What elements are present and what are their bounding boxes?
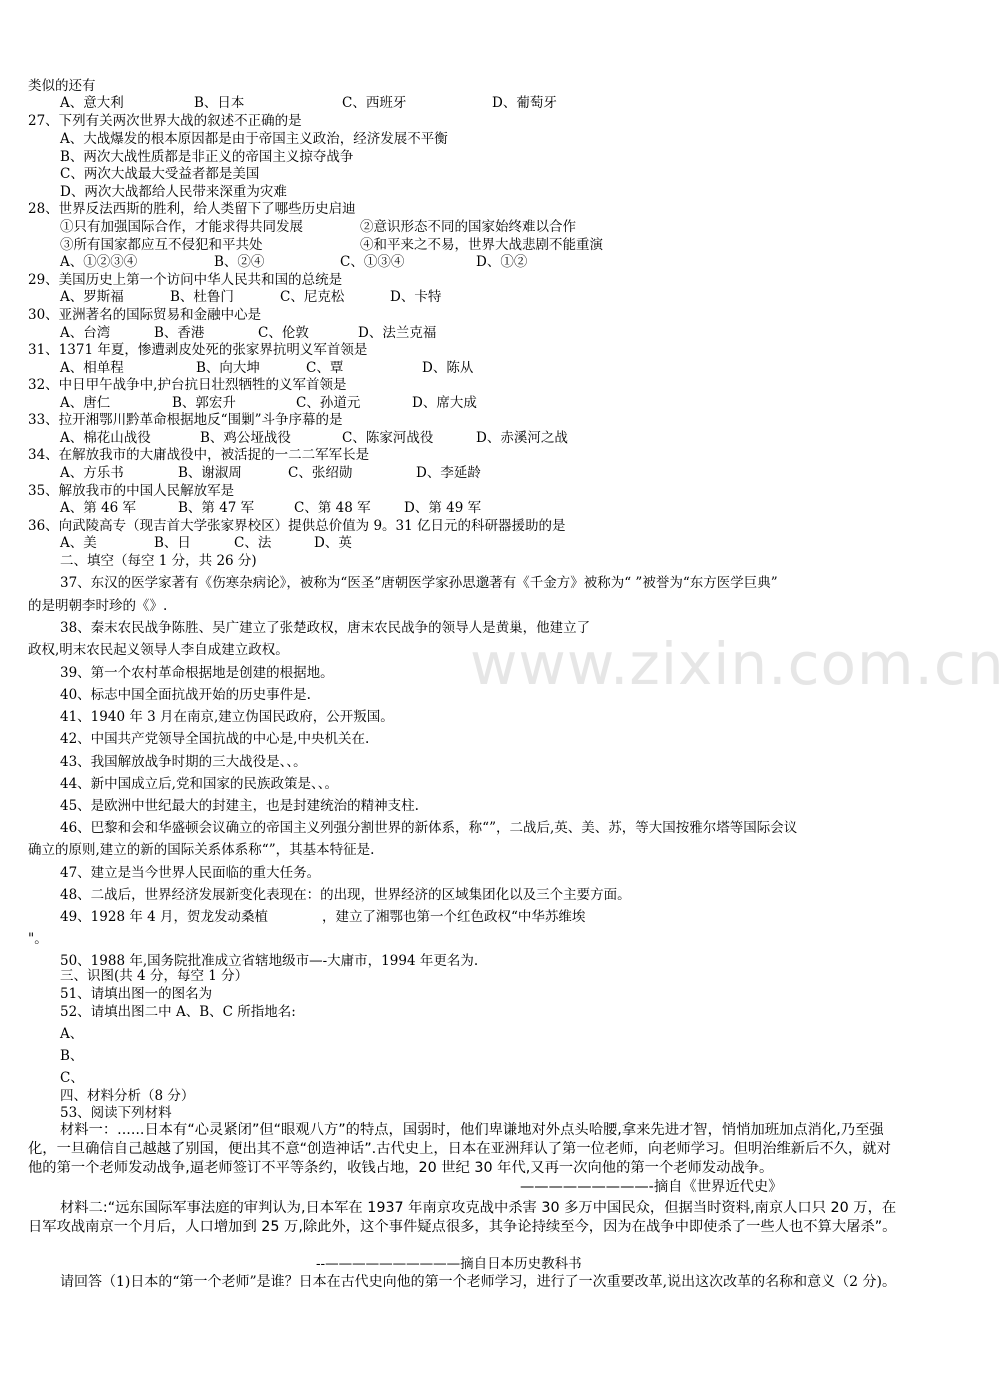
q52-blank-c: C、 bbox=[60, 1070, 84, 1086]
q27-option-c: C、两次大战最大受益者都是美国 bbox=[60, 166, 260, 182]
q36-option-a: A、美 bbox=[60, 535, 97, 551]
q26-tail: 类似的还有 bbox=[28, 78, 96, 94]
q33-option-d: D、赤溪河之战 bbox=[476, 430, 568, 446]
q28-statement-3: ③所有国家都应互不侵犯和平共处 bbox=[60, 237, 263, 253]
q38-line-1: 38、秦末农民战争陈胜、吴广建立了张楚政权，唐末农民战争的领导人是黄巢，他建立了 bbox=[60, 620, 591, 636]
q30-option-d: D、法兰克福 bbox=[358, 325, 437, 341]
material-2: 材料二:“远东国际军事法庭的审判认为,日本军在 1937 年南京攻克战中杀害 30 多万中国民众，但据当时资料,南京人口只 20 万，在日军攻战南京一个月后，人口增加到 25 万,除此外，这个事件疑点很多，其争论持续至今，因为在战争中即使杀了一些人也不算大屠杀”。 bbox=[28, 1200, 897, 1235]
q27-option-d: D、两次大战都给人民带来深重为灾难 bbox=[60, 184, 287, 200]
material-1-source: —————————-摘自《世界近代史》 bbox=[520, 1179, 783, 1195]
q45: 45、是欧洲中世纪最大的封建主，也是封建统治的精神支柱. bbox=[60, 798, 419, 814]
q49-line-1-end: ，建立了湘鄂也第一个红色政权“中华苏维埃 bbox=[322, 909, 586, 925]
q36-option-c: C、法 bbox=[234, 535, 272, 551]
q28-option-c: C、①③④ bbox=[340, 254, 405, 270]
q37-line-1: 37、东汉的医学家著有《伤寒杂病论》，被称为“医圣”唐朝医学家孙思邈著有《千金方》被称为“ ”被誉为“东方医学巨典” bbox=[60, 575, 778, 591]
q26-option-b: B、日本 bbox=[194, 95, 245, 111]
q34-option-b: B、谢淑周 bbox=[178, 465, 242, 481]
q35-option-c: C、第 48 军 bbox=[294, 500, 371, 516]
section-3-heading: 三、识图(共 4 分，每空 1 分） bbox=[60, 968, 249, 984]
q36-option-b: B、日 bbox=[154, 535, 191, 551]
q28-option-a: A、①②③④ bbox=[60, 254, 138, 270]
q37-line-2: 的是明朝李时珍的《》. bbox=[28, 598, 168, 614]
q31-option-d: D、陈从 bbox=[422, 360, 474, 376]
q48: 48、二战后，世界经济发展新变化表现在：的出现，世界经济的区域集团化以及三个主要方面。 bbox=[60, 887, 631, 903]
q30-option-b: B、香港 bbox=[154, 325, 205, 341]
q39: 39、第一个农村革命根据地是创建的根据地。 bbox=[60, 665, 334, 681]
q33-option-c: C、陈家河战役 bbox=[342, 430, 434, 446]
q52-blank-b: B、 bbox=[60, 1048, 84, 1064]
q41: 41、1940 年 3 月在南京,建立伪国民政府，公开叛国。 bbox=[60, 709, 394, 725]
watermark: www.zixin.com.cn bbox=[470, 630, 1005, 698]
q49-line-1-start: 49、1928 年 4 月，贺龙发动桑植 bbox=[60, 909, 268, 925]
q34-option-d: D、李延龄 bbox=[416, 465, 481, 481]
q44: 44、新中国成立后,党和国家的民族政策是、、。 bbox=[60, 776, 338, 792]
q28-statement-1: ①只有加强国际合作，才能求得共同发展 bbox=[60, 219, 303, 235]
material-2-source: --——————————摘自日本历史教科书 bbox=[316, 1256, 582, 1272]
q27-option-b: B、两次大战性质都是非正义的帝国主义掠夺战争 bbox=[60, 149, 354, 165]
q28-statement-2: ②意识形态不同的国家始终难以合作 bbox=[360, 219, 576, 235]
q51: 51、请填出图一的图名为 bbox=[60, 986, 213, 1002]
q52-blank-a: A、 bbox=[60, 1026, 84, 1042]
material-1: 材料一：......日本有“心灵紧闭”但“眼观八方”的特点，国弱时，他们卑谦地对外点头哈腰,拿来先进才智，悄悄加班加点消化,乃至强化，一旦确信自己越越了别国，便出其不意“创造神话”.古代史上，日本在亚洲拜认了第一位老师，向老师学习。但明治维新后不久，就对他的第一个老师发动战争,逼老师签订不平等条约，收钱占地，20 世纪 30 年代,又再一次向他的第一个老师发动战争。 bbox=[28, 1122, 891, 1176]
q30-option-a: A、台湾 bbox=[60, 325, 111, 341]
q47: 47、建立是当今世界人民面临的重大任务。 bbox=[60, 865, 321, 881]
question-1: 请回答（1)日本的“第一个老师”是谁？日本在古代史向他的第一个老师学习，进行了一次重要改革,说出这次改革的名称和意义（2 分)。 bbox=[60, 1274, 896, 1290]
q35-option-b: B、第 47 军 bbox=[178, 500, 255, 516]
q46-line-2: 确立的原则,建立的新的国际关系体系称“”，其基本特征是. bbox=[28, 842, 375, 858]
q36-stem: 36、向武陵高专（现吉首大学张家界校区）提供总价值为 9。31 亿日元的科研器援助的是 bbox=[28, 518, 566, 534]
q26-option-a: A、意大利 bbox=[60, 95, 124, 111]
q28-option-d: D、①② bbox=[476, 254, 528, 270]
q32-option-c: C、孙道元 bbox=[296, 395, 361, 411]
q29-option-d: D、卡特 bbox=[390, 289, 442, 305]
q34-option-a: A、方乐书 bbox=[60, 465, 124, 481]
q26-option-c: C、西班牙 bbox=[342, 95, 407, 111]
q38-line-2: 政权,明末农民起义领导人李自成建立政权。 bbox=[28, 642, 289, 658]
q31-option-c: C、覃 bbox=[306, 360, 344, 376]
q27-option-a: A、大战爆发的根本原因都是由于帝国主义政治，经济发展不平衡 bbox=[60, 131, 448, 147]
q46-line-1: 46、巴黎和会和华盛顿会议确立的帝国主义列强分割世界的新体系，称“”，二战后,英、美、苏，等大国按雅尔塔等国际会议 bbox=[60, 820, 798, 836]
q28-option-b: B、②④ bbox=[214, 254, 265, 270]
q52: 52、请填出图二中 A、B、C 所指地名: bbox=[60, 1004, 296, 1020]
q31-stem: 31、1371 年夏，惨遭剥皮处死的张家界抗明义军首领是 bbox=[28, 342, 368, 358]
section-4-heading: 四、材料分析（8 分） bbox=[60, 1088, 195, 1104]
q33-option-b: B、鸡公垭战役 bbox=[200, 430, 291, 446]
q29-option-a: A、罗斯福 bbox=[60, 289, 124, 305]
q32-option-a: A、唐仁 bbox=[60, 395, 111, 411]
q28-stem: 28、世界反法西斯的胜利，给人类留下了哪些历史启迪 bbox=[28, 201, 356, 217]
q27-stem: 27、下列有关两次世界大战的叙述不正确的是 bbox=[28, 113, 302, 129]
q49-line-2: "。 bbox=[28, 931, 48, 947]
q32-option-d: D、席大成 bbox=[412, 395, 477, 411]
q30-stem: 30、亚洲著名的国际贸易和金融中心是 bbox=[28, 307, 262, 323]
q35-option-d: D、第 49 军 bbox=[404, 500, 482, 516]
q42: 42、中国共产党领导全国抗战的中心是,中央机关在. bbox=[60, 731, 370, 747]
q26-option-d: D、葡萄牙 bbox=[492, 95, 557, 111]
q34-option-c: C、张绍勋 bbox=[288, 465, 353, 481]
q35-stem: 35、解放我市的中国人民解放军是 bbox=[28, 483, 235, 499]
q33-stem: 33、拉开湘鄂川黔革命根据地反“围剿”斗争序幕的是 bbox=[28, 412, 343, 428]
q43: 43、我国解放战争时期的三大战役是、、。 bbox=[60, 754, 307, 770]
q30-option-c: C、伦敦 bbox=[258, 325, 309, 341]
section-2-heading: 二、填空（每空 1 分，共 26 分) bbox=[60, 553, 257, 569]
q29-option-c: C、尼克松 bbox=[280, 289, 345, 305]
q36-option-d: D、英 bbox=[314, 535, 352, 551]
q53-prompt: 53、阅读下列材料 bbox=[60, 1105, 172, 1121]
q31-option-b: B、向大坤 bbox=[196, 360, 260, 376]
q31-option-a: A、相单程 bbox=[60, 360, 124, 376]
q34-stem: 34、在解放我市的大庸战役中，被活捉的一二二军军长是 bbox=[28, 447, 370, 463]
q29-stem: 29、美国历史上第一个访问中华人民共和国的总统是 bbox=[28, 272, 343, 288]
q29-option-b: B、杜鲁门 bbox=[170, 289, 234, 305]
q35-option-a: A、第 46 军 bbox=[60, 500, 137, 516]
q32-option-b: B、郭宏升 bbox=[172, 395, 236, 411]
q28-statement-4: ④和平来之不易，世界大战悲剧不能重演 bbox=[360, 237, 603, 253]
q40: 40、标志中国全面抗战开始的历史事件是. bbox=[60, 687, 311, 703]
q33-option-a: A、棉花山战役 bbox=[60, 430, 151, 446]
q50: 50、1988 年,国务院批准成立省辖地级市—-大庸市，1994 年更名为. bbox=[60, 953, 479, 969]
q32-stem: 32、中日甲午战争中,护台抗日壮烈牺牲的义军首领是 bbox=[28, 377, 347, 393]
